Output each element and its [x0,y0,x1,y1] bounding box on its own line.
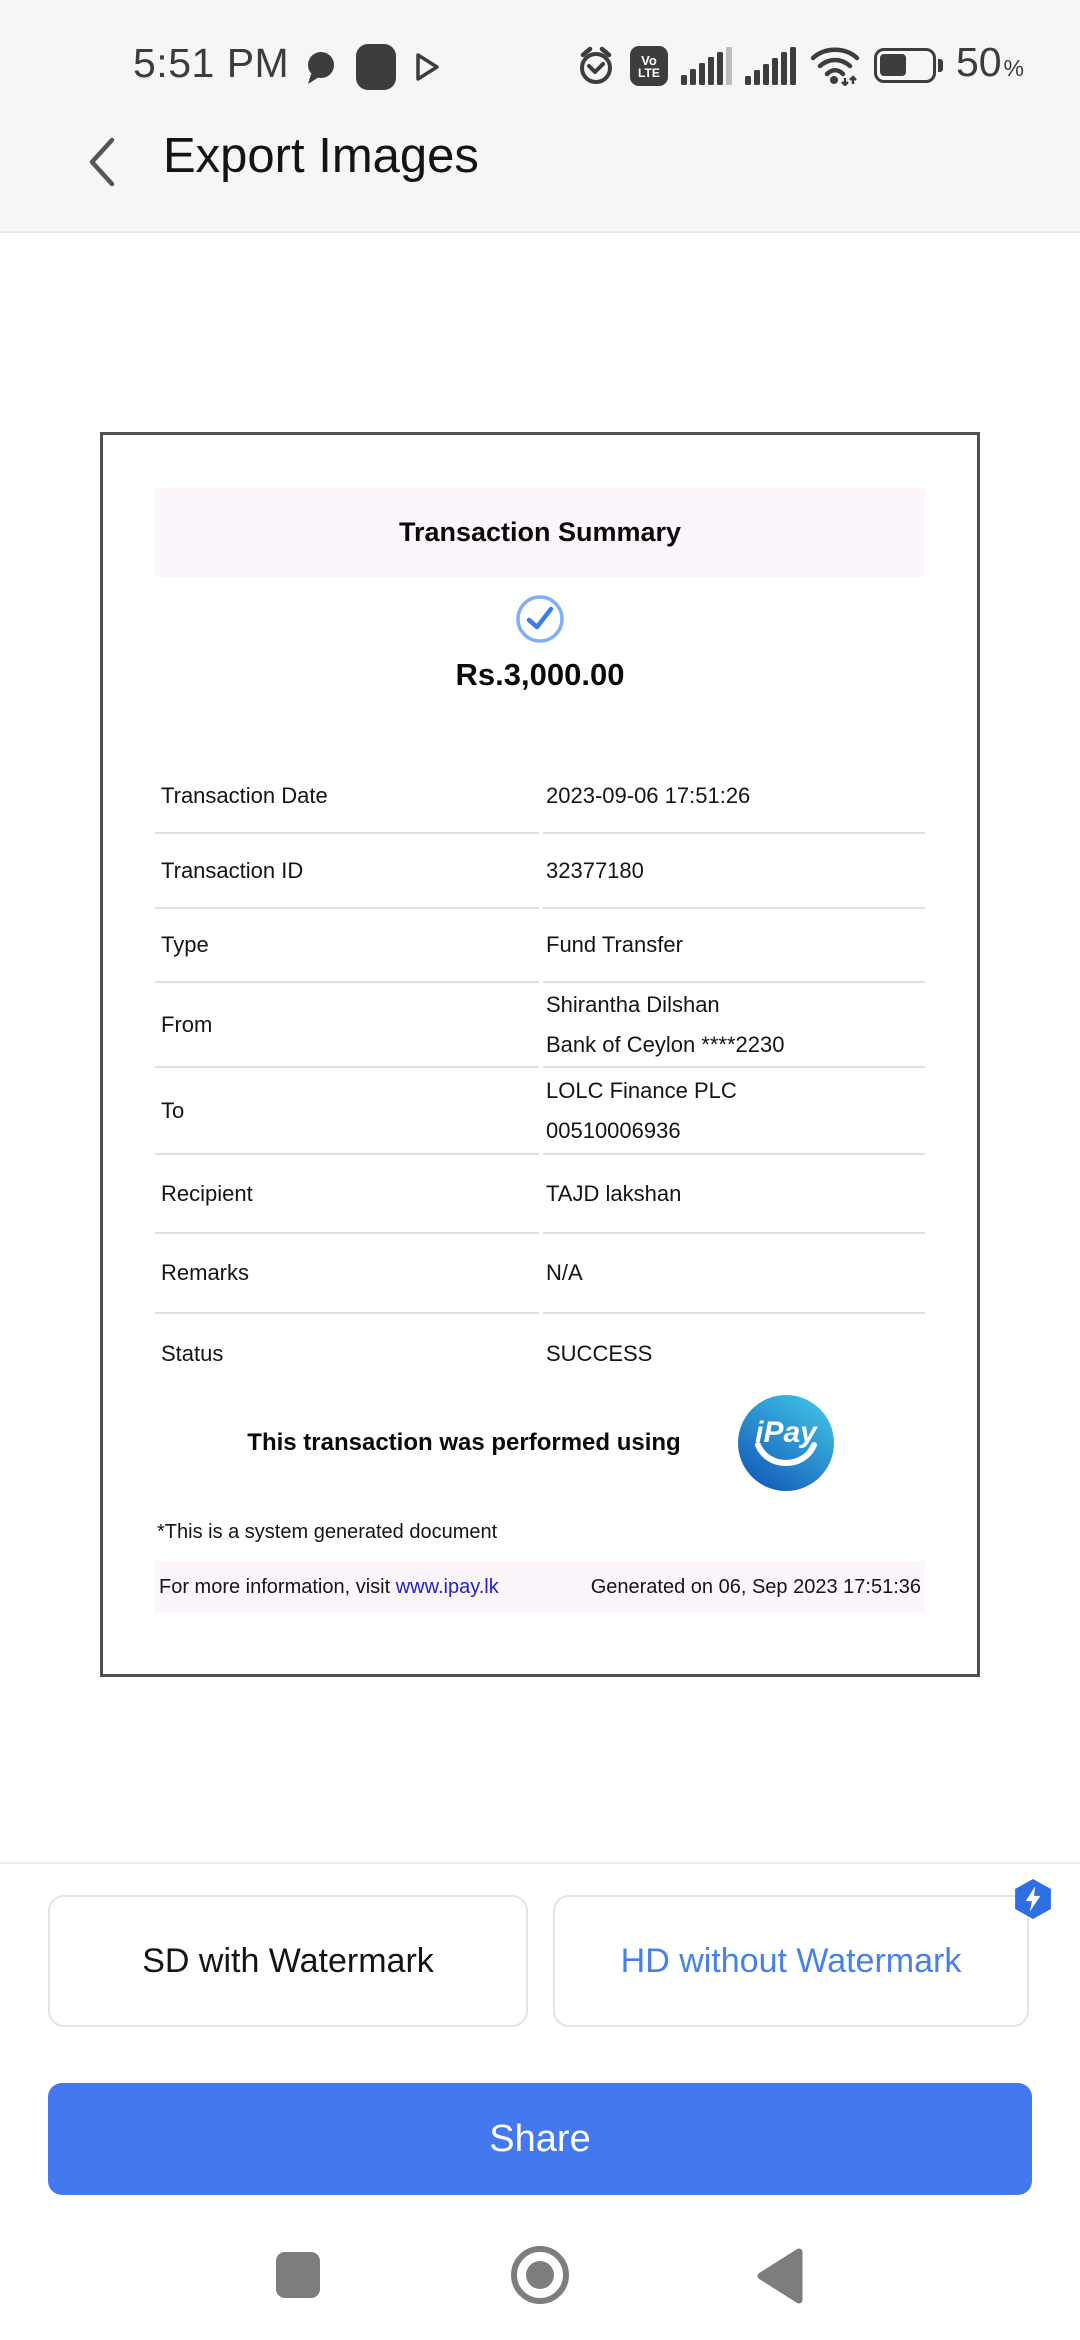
sd-with-watermark-button[interactable] [48,1895,528,2027]
row-value: LOLC Finance PLC 00510006936 [543,1068,925,1155]
row-value: N/A [543,1234,925,1314]
svg-text:iPay: iPay [755,1416,817,1449]
table-row [155,759,925,834]
row-value: Shirantha Dilshan Bank of Ceylon ****2230 [543,983,925,1068]
row-value: 32377180 [543,834,925,909]
recents-nav-icon[interactable] [276,2252,320,2298]
generated-on-text: Generated on 06, Sep 2023 17:51:36 [590,1575,921,1598]
receipt-title: Transaction Summary [398,517,682,547]
row-value: SUCCESS [546,1340,653,1366]
alarm-icon [575,43,617,87]
system-generated-note: *This is a system generated document [157,1521,498,1543]
app-notification-icon [356,44,396,90]
performed-using-text: This transaction was performed using [247,1429,681,1456]
status-bar [0,26,1080,94]
chat-bubble-icon [300,47,340,87]
row-label: Type [155,909,539,983]
hd-label: HD without Watermark [620,1941,962,1980]
table-row [155,1234,925,1314]
back-button[interactable] [84,134,124,190]
table-row [155,909,925,983]
android-nav-bar [0,2220,1080,2330]
row-value: 2023-09-06 17:51:26 [543,759,925,834]
top-bar [0,0,1080,233]
row-label: From [155,983,539,1068]
transaction-amount: Rs.3,000.00 [455,657,625,692]
battery-icon [874,48,943,83]
table-row [155,1155,925,1234]
receipt-footer [155,1561,925,1613]
bottom-sheet-divider [0,1862,1080,1864]
share-label: Share [489,2117,591,2160]
battery-percent: 50 % [955,39,1024,85]
volte-icon: Vo LTE [630,46,668,86]
table-row [155,1068,925,1155]
play-store-icon [412,51,442,83]
row-label: To [155,1068,539,1155]
table-row [155,983,925,1068]
back-chevron-icon [84,134,118,190]
sd-label: SD with Watermark [142,1941,434,1980]
premium-bolt-badge [1015,1879,1051,1924]
signal-sim2-icon [745,45,796,85]
ipay-link: www.ipay.lk [395,1575,499,1598]
bolt-hexagon-icon [1015,1879,1051,1919]
ipay-logo-icon [738,1395,834,1496]
table-row [155,1314,925,1393]
row-label: Remarks [155,1234,539,1314]
row-value: Fund Transfer [543,909,925,983]
receipt-preview [100,432,980,1677]
share-button[interactable] [48,2083,1032,2195]
status-right-icons [575,36,1024,88]
row-value: TAJD lakshan [543,1155,925,1234]
signal-sim1-icon [681,45,732,85]
back-nav-icon[interactable] [755,2248,805,2309]
home-nav-icon[interactable] [511,2246,569,2304]
wifi-icon [809,44,861,86]
receipt-title-band [155,488,925,577]
row-label: Transaction Date [155,759,539,834]
success-check-icon [514,593,566,645]
performed-using-line [103,1395,977,1491]
row-label: Status [161,1340,224,1366]
success-check-wrap [103,593,977,645]
status-time: 5:51 PM [133,40,290,86]
receipt-table [155,759,925,1393]
row-label: Transaction ID [155,834,539,909]
hd-without-watermark-button[interactable] [553,1895,1029,2027]
row-label: Recipient [155,1155,539,1234]
status-left-icons [300,44,442,90]
page-title: Export Images [163,129,479,183]
table-row [155,834,925,909]
footer-info: For more information, visit www.ipay.lk [159,1575,499,1598]
